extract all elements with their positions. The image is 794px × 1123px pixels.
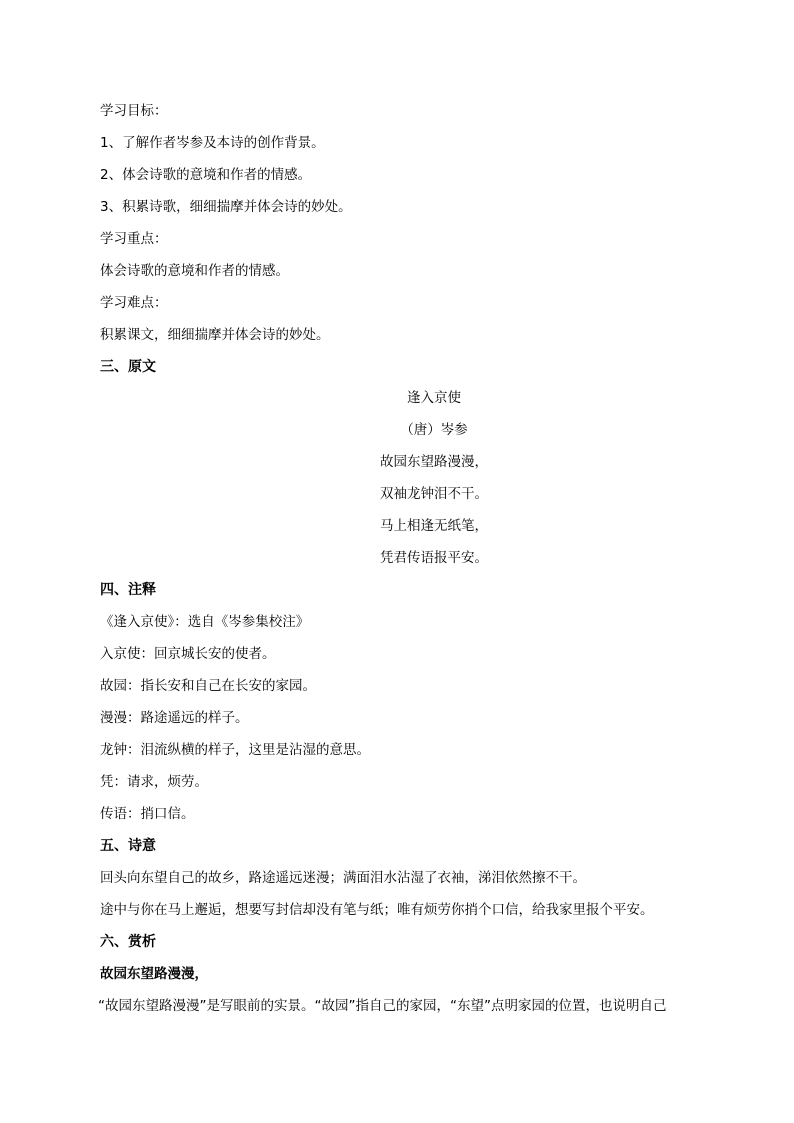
goal-item: 2、体会诗歌的意境和作者的情感。 xyxy=(100,167,312,183)
poem-line: 故园东望路漫漫， xyxy=(380,454,488,470)
poem-line: 马上相逢无纸笔， xyxy=(380,518,488,534)
note-item: 凭：请求，烦劳。 xyxy=(100,774,208,790)
note-item: 入京使：回京城长安的使者。 xyxy=(100,646,276,662)
poem-line: 凭君传语报平安。 xyxy=(380,550,488,566)
difficulties-text: 积累课文，细细揣摩并体会诗的妙处。 xyxy=(100,327,330,343)
poem-author: （唐）岑参 xyxy=(400,422,468,438)
meaning-paragraph: 途中与你在马上邂逅，想要写封信却没有笔与纸；唯有烦劳你捎个口信，给我家里报个平安。 xyxy=(100,902,654,918)
key-points-text: 体会诗歌的意境和作者的情感。 xyxy=(100,263,289,279)
appreciation-text: “故园东望路漫漫”是写眼前的实景。“故园”指自己的家园，“东望”点明家园的位置，也说明自己 xyxy=(98,998,667,1014)
difficulties-title: 学习难点： xyxy=(100,295,168,311)
goal-item: 1、了解作者岑参及本诗的创作背景。 xyxy=(100,135,325,151)
meaning-heading: 五、诗意 xyxy=(100,838,156,854)
note-item: 故园：指长安和自己在长安的家园。 xyxy=(100,678,316,694)
poem-title: 逢入京使 xyxy=(407,390,461,406)
meaning-paragraph: 回头向东望自己的故乡，路途遥远迷漫；满面泪水沾湿了衣袖，涕泪依然擦不干。 xyxy=(100,870,586,886)
key-points-title: 学习重点： xyxy=(100,231,168,247)
appreciation-subheading: 故园东望路漫漫， xyxy=(100,966,208,982)
note-item: 《逢入京使》：选自《岑参集校注》 xyxy=(100,614,310,630)
goals-title: 学习目标： xyxy=(100,103,168,119)
original-heading: 三、原文 xyxy=(100,359,156,375)
note-item: 传语：捎口信。 xyxy=(100,806,195,822)
poem-line: 双袖龙钟泪不干。 xyxy=(380,486,488,502)
goal-item: 3、积累诗歌，细细揣摩并体会诗的妙处。 xyxy=(100,199,352,215)
appreciation-heading: 六、赏析 xyxy=(100,934,156,950)
note-item: 龙钟：泪流纵横的样子，这里是沾湿的意思。 xyxy=(100,742,370,758)
notes-heading: 四、注释 xyxy=(100,582,156,598)
note-item: 漫漫：路途遥远的样子。 xyxy=(100,710,249,726)
